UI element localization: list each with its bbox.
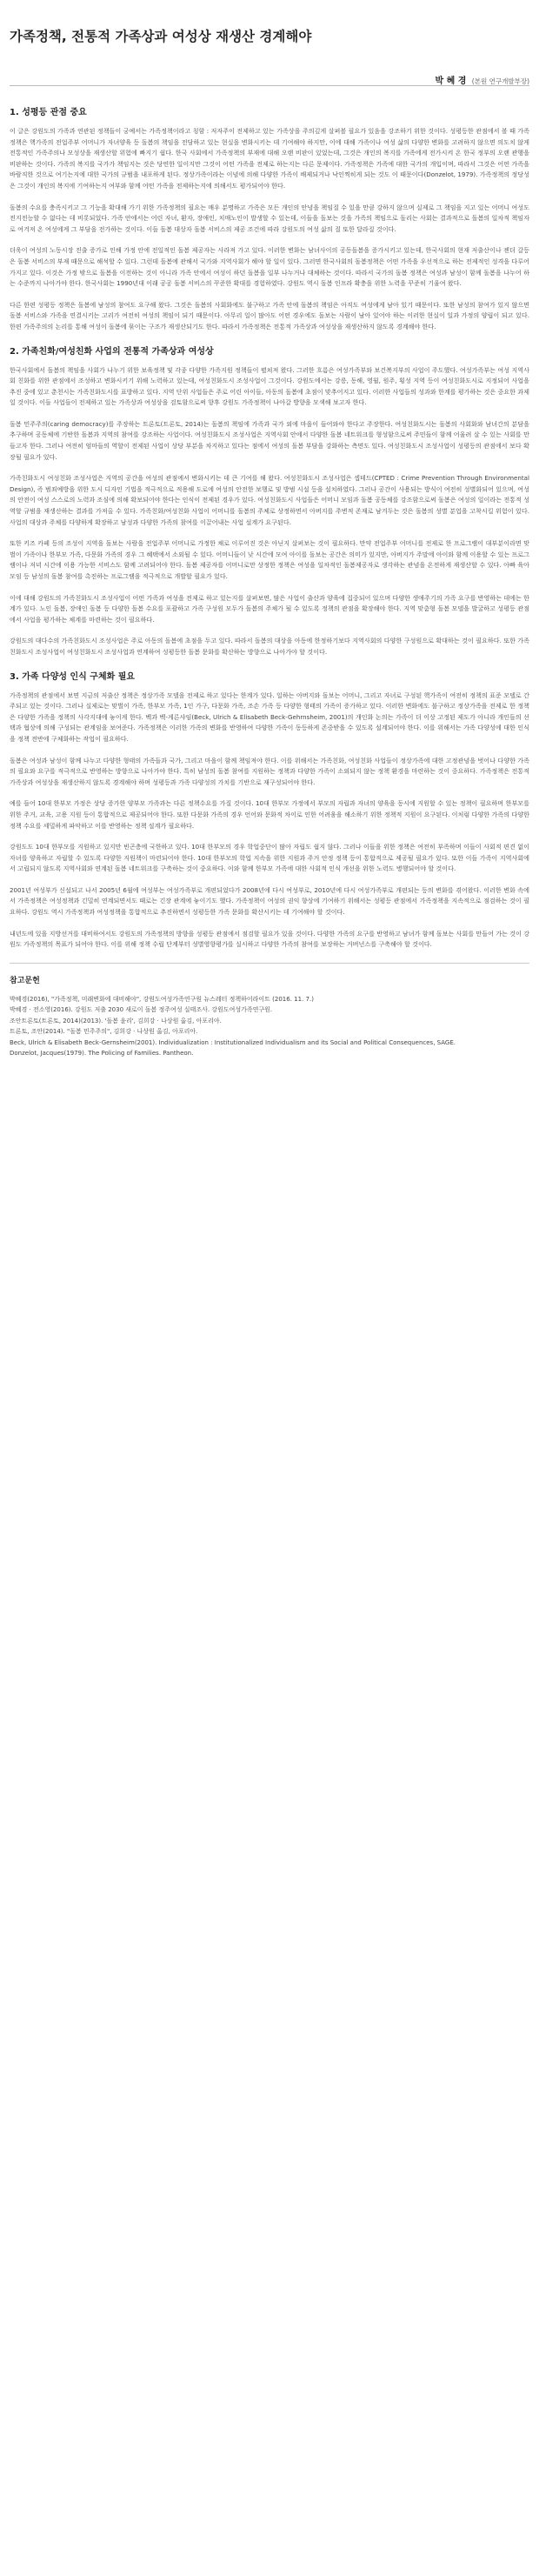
body-paragraph: 돌봄은 여성과 남성이 함께 나누고 다양한 형태의 가족들과 국가, 그리고 마을이 함께 책임져야 한다. 이를 위해서는 가족친화, 여성친화 사업들이 정상가족에 대한 고정관념을 벗어나 다양한 가족의 필요와 요구를 적극적으로 반영하는 방향으로 나아가야 한다. 특히 남성의 돌봄 참여를 지원하는 정책과 다양한 가족이 소외되지 않는 정책 환경을 마련하는 것이 중요하다. 가족정책은 전통적 가족상과 여성상을 재생산하지 않도록 경계해야 하며 성평등과 가족 다양성의 가치를 기반으로 재구성되어야 한다. <box>10 756 529 786</box>
body-paragraph: 가족정책의 관점에서 보면 지금의 저출산 정책은 정상가족 모델을 전제로 하고 있다는 한계가 있다. 일하는 아버지와 돌보는 어머니, 그리고 자녀로 구성된 핵가족이 여전히 정책의 표준 모델로 간주되고 있는 것이다. 그러나 실제로는 맞벌이 가족, 한부모 가족, 1인 가구, 다문화 가족, 조손 가족 등 다양한 형태의 가족이 증가하고 있다. 이러한 변화에도 불구하고 정상가족을 전제로 한 정책은 다양한 가족을 정책의 사각지대에 놓이게 한다. 벡과 벡-게른샤임(Beck, Ulrich & Elisabeth Beck-Gehrnsheim, 2001)의 개인화 논의는 가족이 더 이상 고정된 제도가 아니라 개인들의 선택과 협상에 의해 구성되는 관계임을 보여준다. 가족정책은 이러한 가족의 변화를 반영하여 다양한 가족이 동등하게 존중받을 수 있도록 설계되어야 한다. 이를 위해서는 가족 다양성에 대한 인식을 정책 전반에 구체화하는 작업이 필요하다. <box>10 691 529 743</box>
reference-item: 박혜경 · 전소영(2016). 강원도 저출 2030 새로이 돌봄 정주여성 실태조사. 강원도여성가족연구원. <box>10 1006 273 1014</box>
reference-item: Beck, Ulrich & Elisabeth Beck-Gernsheim(2001). Individualization : Institutionalized Individualism and its Social and Political Consequences, SAGE. <box>10 1038 456 1046</box>
body-paragraph: 다른 한편 성평등 정책은 돌봄에 남성의 참여도 요구해 왔다. 그것은 돌봄의 사회화에도 불구하고 가족 안에 돌봄의 책임은 아직도 여성에게 남아 있기 때문이다. 또한 남성의 참여가 있지 않으면 돌봄 서비스와 가족을 연결시키는 고리가 여전히 여성의 책임이 되기 때문이다. 아무리 일이 많아도 어떤 경우에도 돌보는 사람이 남아 있어야 하는 이러한 현실이 일과 가정의 양립이 되고 있다. 한편 가족주의의 논리를 통해 여성이 돌봄에 묶이는 구조가 재생산되기도 한다. 따라서 가족정책은 전통적 가족상과 여성상을 재생산하지 않도록 경계해야 한다. <box>10 300 529 330</box>
body-paragraph: 돌봄의 수요를 충족시키고 그 기능을 확대해 가기 위한 가족정책의 필요는 매우 분명하고 가족은 모든 개인의 안녕을 책임질 수 있을 만큼 강하지 않으며 실제로 그 책임을 지고 있는 어머니 여성도 전지전능할 수 없다는 데 비롯되었다. 가족 안에서는 어린 자녀, 환자, 장애인, 치매노인이 발생할 수 있는데, 이들을 돌보는 것을 가족의 책임으로 돌리는 사회는 결과적으로 돌봄의 일차적 책임자로 여겨져 온 여성에게 그 부담을 전가하는 것이다. 이들 돌봄 대상자 돌봄 서비스의 제공 조건에 따라 강원도의 여성 삶의 질 또한 달라질 것이다. <box>10 203 529 233</box>
section-heading: 2. 가족친화/여성친화 사업의 전통적 가족상과 여성상 <box>10 346 214 357</box>
reference-item: 트론토, 조안(2014). "돌봄 민주주의", 김희강 · 나상원 옮김, 아포리아. <box>10 1028 198 1036</box>
title-divider <box>10 85 529 86</box>
article-title: 가족정책, 전통적 가족상과 여성상 재생산 경계해야 <box>10 29 312 44</box>
references-title: 참고문헌 <box>10 976 40 985</box>
body-paragraph: 돌봄 민주주의(caring democracy)를 주장하는 트론토(트론토, 2014)는 돌봄의 책임에 가족과 국가 외에 마을이 들어와야 한다고 주장한다. 여성친화도시는 돌봄의 사회화와 남녀간의 분담을 추구하며 공동체에 기반한 돌봄과 지역의 참여를 강조하는 사업이다. 여성친화도시 조성사업은 지역사회 안에서 다양한 돌봄 네트워크를 형성함으로써 주민들이 함께 어울려 살 수 있는 사회를 만들고자 한다. 그러나 여전히 엄마들의 역할이 전제된 사업이 상당 부분을 차지하고 있다는 점에서 여성의 돌봄 부담을 강화하는 측면도 있다. 여성친화도시 조성사업이 성평등의 관점에서 보다 확장될 필요가 있다. <box>10 419 529 461</box>
body-paragraph: 내년도에 있을 지방선거를 대비하여서도 강원도의 가족정책의 방향을 성평등 관점에서 점검할 필요가 있을 것이다. 다양한 가족의 요구를 반영하고 남녀가 함께 돌보는 사회를 만들어 가는 것이 강원도 가족정책의 목표가 되어야 한다. 이를 위해 정책 수립 단계부터 성별영향평가를 실시하고 다양한 가족의 참여를 보장하는 거버넌스를 구축해야 할 것이다. <box>10 929 529 949</box>
article-body <box>10 96 529 1059</box>
body-paragraph: 또한 키즈 카페 등의 조성이 지역을 돌보는 사람을 전업주부 어머니로 가정한 채로 이루어진 것은 아닌지 살펴보는 것이 필요하다. 만약 전업주부 어머니를 전제로 한 프로그램이 대부분이라면 맞벌이 가족이나 한부모 가족, 다문화 가족의 경우 그 혜택에서 소외될 수 있다. 어머니들이 낮 시간에 모여 아이를 돌보는 공간은 의미가 있지만, 아버지가 주말에 아이와 함께 이용할 수 있는 프로그램이나 저녁 시간에 이용 가능한 서비스도 함께 고려되어야 한다. 돌봄 제공자를 어머니로만 상정한 정책은 여성을 일차적인 돌봄제공자로 생각하는 관념을 온전하게 재생산할 수 있다. 아빠 육아 모임 등 남성의 돌봄 참여를 촉진하는 프로그램을 적극적으로 개발할 필요가 있다. <box>10 539 529 580</box>
body-paragraph: 이 글은 강원도의 가족과 연관된 정책들이 궁예서는 가족정책이라고 칭함 : 저자주이 전제하고 있는 가족상을 주의깊게 살펴볼 필요가 있음을 강조하기 위한 것이다. 성평등한 관점에서 볼 때 가족정책은 핵가족의 전업주부 어머니가 자녀양육 등 돌봄의 책임을 전담하고 있는 현실을 변화시키는 데 기여해야 하지만, 이에 대해 가족이나 여성 삶의 다양한 변화를 고려하지 않으면 의도치 않게 전통적인 가족주의나 모성상을 재생산할 위험에 빠지기 쉽다. 한국 사회에서 가족정책의 부재에 대해 오랜 비판이 있었는데, 그것은 개인의 복지를 가족에게 전가시켜 온 한국 정부의 오랜 관행을 비판하는 것이다. 가족의 복지를 국가가 책임지는 것은 당연한 일이지만 그것이 어떤 가족을 전제로 하는지는 다른 문제이다. 가족정책은 가족에 대한 국가의 개입이며, 따라서 그것은 어떤 가족을 바람직한 것으로 여기는지에 대한 국가의 규범을 내포하게 된다. 정상가족이라는 이념에 의해 다양한 가족이 배제되거나 낙인찍히게 되는 것도 이 때문이다(Donzelot, 1979). 가족정책의 정당성은 그것이 개인의 복지에 기여하는지 여부와 함께 어떤 가족을 전제하는지에 의해서도 평가되어야 한다. <box>10 127 529 190</box>
reference-item: 조안트론토(트론토, 2014)(2013). '돌봄 윤리', 김희강 · 나상원 옮김, 아포리아. <box>10 1017 222 1024</box>
section-heading: 1. 성평등 관점 중요 <box>10 108 87 117</box>
body-paragraph: 가족친화도시 여성친화 조성사업은 지역의 공간을 여성의 관점에서 변화시키는 데 큰 기여를 해 왔다. 여성친화도시 조성사업은 셉테드(CPTED : Crime Prevention Through Environmental Design), 즉 범죄예방을 위한 도시 디자인 기법을 적극적으로 적용해 도로에 여성의 안전한 보행로 및 방범 시설 등을 설치하였다. 그러나 공간이 사용되는 방식이 여전히 성별화되어 있으며, 여성의 안전이 여성 스스로의 노력과 조심에 의해 확보되어야 한다는 인식이 전제된 경우가 있다. 여성친화도시 사업들은 어머니 모임과 돌봄 공동체를 강조함으로써 돌봄은 여성의 일이라는 전통적 성역할 규범을 재생산하는 결과를 가져올 수 있다. 가족친화/여성친화 사업이 어머니를 돌봄의 주체로 상정하면서 아버지를 주변적 존재로 남겨두는 것은 돌봄의 성별 분업을 고착시킬 위험이 있다. 사업의 대상과 주체를 다양하게 확장하고 남성과 다양한 가족의 참여를 이끌어내는 사업 설계가 요구된다. <box>10 474 529 526</box>
body-paragraph: 예를 들어 10대 한부모 가정은 상당 증가한 양부모 가족과는 다른 정책수요를 가질 것이다. 10대 한부모 가정에서 부모의 자립과 자녀의 양육을 동시에 지원할 수 있는 정책이 필요하며 한부모를 위한 주거, 교육, 고용 지원 등이 통합적으로 제공되어야 한다. 또한 다문화 가족의 경우 언어와 문화적 차이로 인한 어려움을 해소하기 위한 정책적 지원이 요구된다. 이처럼 다양한 가족의 다양한 정책 수요를 세밀하게 파악하고 이를 반영하는 정책 설계가 필요하다. <box>10 799 529 830</box>
author-name: 박 혜 경 <box>435 77 467 86</box>
body-paragraph: 한국사회에서 돌봄의 책임을 사회가 나누기 위한 보육정책 및 각종 다양한 가족지원 정책들이 펼쳐져 왔다. 그러한 흐름은 여성가족부와 보건복지부의 사업이 주도했다. 여성가족부는 여성 지역사회 친화를 위한 관점에서 조성하고 변화시키기 위해 노력하고 있는데, 여성친화도시 조성사업이 그것이다. 강원도에서는 강릉, 동해, 영월, 원주, 횡성 지역 등이 여성친화도시로 지정되어 사업을 추진 중에 있고 춘천시는 가족친화도시를 표방하고 있다. 지역 단위 사업들은 주로 어린 아이들, 아동의 돌봄에 초점이 맞추어지고 있다. 이러한 사업들의 성과와 한계를 평가하는 것은 중요한 과제일 것이다. 이들 사업들이 전제하고 있는 가족상과 여성상을 검토함으로써 향후 강원도 가족정책이 나아갈 방향을 모색해 보고자 한다. <box>10 365 529 407</box>
section-heading: 3. 가족 다양성 인식 구체화 필요 <box>10 671 136 682</box>
body-paragraph: 더욱이 여성의 노동시장 진출 증가로 인해 가정 안에 전일적인 돌봄 제공자는 사라져 가고 있다. 이러한 변화는 남녀사이의 공동돌봄을 증가시키고 있는데, 한국사회의 현재 저출산이나 젠더 갈등은 돌봄 서비스의 부재 때문으로 해석할 수 있다. 그런데 돌봄에 관해서 국가와 지역사회가 해야 할 일이 있다. 그러면 한국사회의 돌봄정책은 어떤 가족을 우선적으로 하는 전제적인 성격을 다루어 가지고 있다. 이것은 가정 밖으로 돌봄을 이전하는 것이 아니라 가족 안에서 여성이 하던 돌봄을 일부 나누거나 대체하는 것이다. 따라서 국가의 돌봄 정책은 여성과 남성이 함께 돌봄을 나누어 하는 수준까지 나아가야 한다. 한국사회는 1990년대 이래 공공 돌봄 서비스의 꾸준한 확대를 경험하였다. 강원도 역시 돌봄 인프라 확충을 위한 노력을 꾸준히 기울여 왔다. <box>10 246 529 288</box>
references-divider <box>10 963 529 964</box>
reference-item: 박혜경(2016), "가족정책, 미래변화에 대비해야", 강원도여성가족연구원 뉴스레터 정책하이라이트 (2016. 11. 7.) <box>10 995 314 1003</box>
body-paragraph: 강원도의 대다수의 가족친화도시 조성사업은 주로 아동의 돌봄에 초점을 두고 있다. 따라서 돌봄의 대상을 아동에 한정하기보다 지역사회의 다양한 구성원으로 확대하는 것이 필요하다. 또한 가족친화도시 조성사업이 여성친화도시 조성사업과 연계하여 성평등한 돌봄 문화를 확산하는 방향으로 나아가야 할 것이다. <box>10 637 529 656</box>
byline <box>10 73 529 86</box>
author-affiliation: (본원 연구개발부장) <box>471 77 529 85</box>
body-paragraph: 2001년 여성부가 신설되고 나서 2005년 6월에 여성부는 여성가족부로 개편되었다가 2008년에 다시 여성부로, 2010년에 다시 여성가족부로 개편되는 등의 변화를 겪어왔다. 이러한 변화 속에서 가족정책은 여성정책과 긴밀히 연계되면서도 때로는 긴장 관계에 놓이기도 했다. 가족정책이 여성의 권익 향상에 기여하기 위해서는 성평등 관점에서 가족정책을 지속적으로 점검하는 것이 필요하다. 강원도 역시 가족정책과 여성정책을 통합적으로 추진하면서 성평등한 가족 문화를 확산시키는 데 기여해야 할 것이다. <box>10 885 529 917</box>
body-paragraph: 이에 대해 강원도의 가족친화도시 조성사업이 어떤 가족과 여성을 전제로 하고 있는지를 살펴보면, 많은 사업이 출산과 양육에 집중되어 있으며 다양한 생애주기의 가족 요구를 반영하는 데에는 한계가 있다. 노인 돌봄, 장애인 돌봄 등 다양한 돌봄 수요를 포괄하고 가족 구성원 모두가 돌봄의 주체가 될 수 있도록 정책의 관점을 확장해야 한다. 지역 맞춤형 돌봄 모델을 발굴하고 성평등 관점에서 사업을 평가하는 체계를 마련하는 것이 필요하다. <box>10 593 529 624</box>
body-paragraph: 강원도도 10대 한부모를 지원하고 있지만 빈곤층에 국한하고 있다. 10대 한부모의 경우 학업중단이 많아 자립도 쉽지 않다. 그러나 이들을 위한 정책은 여전히 부족하며 이들이 사회적 편견 없이 자녀를 양육하고 자립할 수 있도록 다양한 지원책이 마련되어야 한다. 10대 한부모의 학업 지속을 위한 지원과 주거 안정 정책 등이 통합적으로 제공될 필요가 있다. 또한 이들 가족이 지역사회에서 고립되지 않도록 지역사회와 연계된 돌봄 네트워크를 구축하는 것이 중요하다. 이와 함께 한부모 가족에 대한 사회적 인식 개선을 위한 노력도 병행되어야 할 것이다. <box>10 843 529 873</box>
reference-item: Donzelot, Jacques(1979). The Policing of Families. Pantheon. <box>10 1050 194 1058</box>
